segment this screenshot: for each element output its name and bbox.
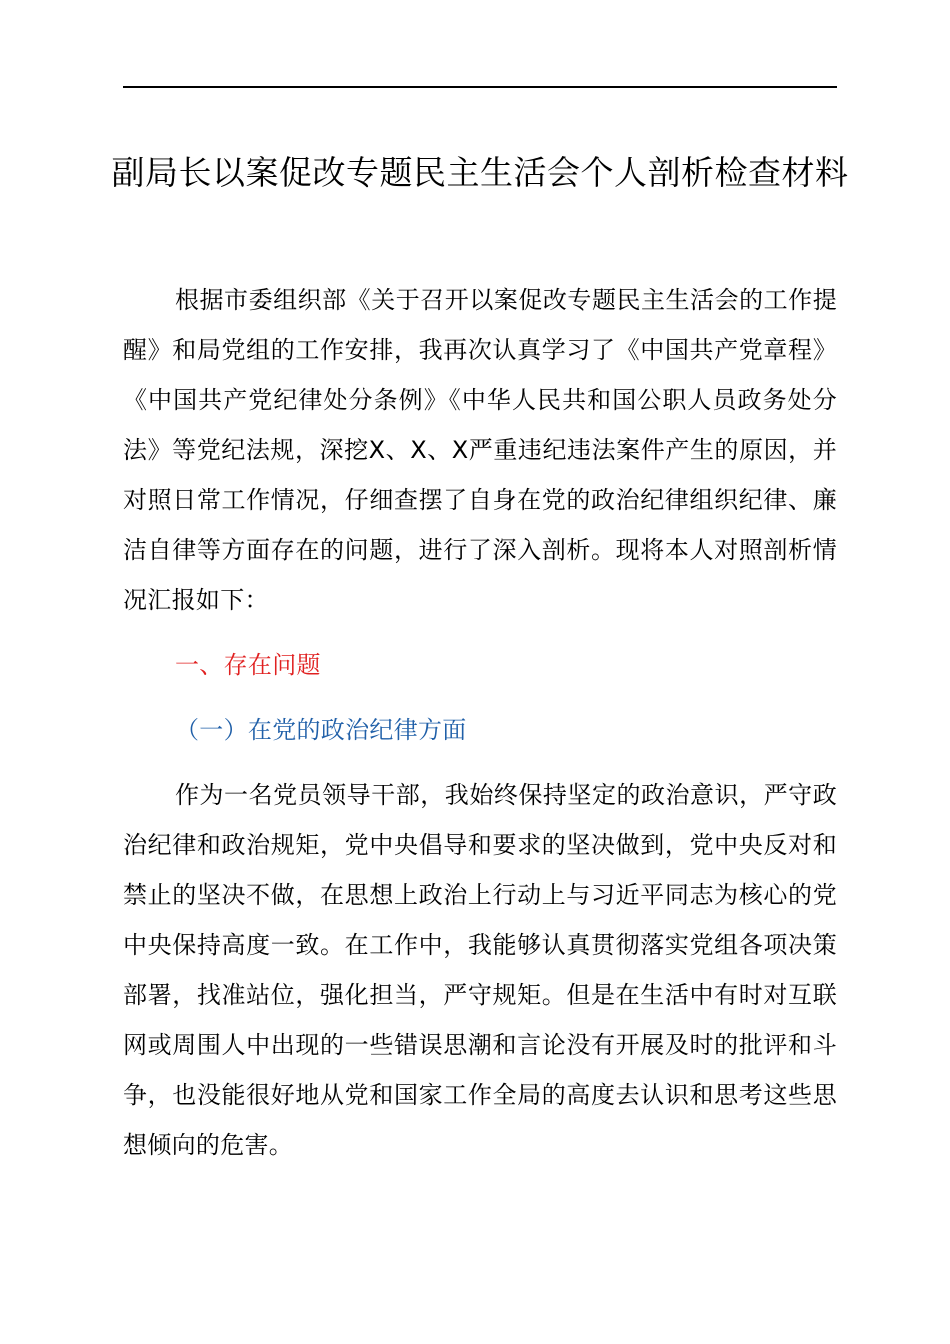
section-heading: 一、存在问题 [175, 651, 321, 679]
header-rule [123, 86, 837, 88]
subsection-paragraph: 作为一名党员领导干部，我始终保持坚定的政治意识，严守政治纪律和政治规矩，党中央倡导和要求的坚决做到，党中央反对和禁止的坚决不做，在思想上政治上行动上与习近平同志为核心的党中央保持高度一致。在工作中，我能够认真贯彻落实党组各项决策部署，找准站位，强化担当，严守规矩。但是在生活中有时对互联网或周围人中出现的一些错误思潮和言论没有开展及时的批评和斗争，也没能很好地从党和国家工作全局的高度去认识和思考这些思想倾向的危害。 [123, 781, 837, 1159]
document-title: 副局长以案促改专题民主生活会个人剖析检查材料 [111, 153, 849, 192]
intro-paragraph: 根据市委组织部《关于召开以案促改专题民主生活会的工作提醒》和局党组的工作安排，我再次认真学习了《中国共产党章程》《中国共产党纪律处分条例》《中华人民共和国公职人员政务处分法》等党纪法规，深挖X、X、X严重违纪违法案件产生的原因，并对照日常工作情况，仔细查摆了自身在党的政治纪律组织纪律、廉洁自律等方面存在的问题，进行了深入剖析。现将本人对照剖析情况汇报如下： [123, 286, 837, 614]
subsection-heading: （一）在党的政治纪律方面 [175, 716, 467, 744]
